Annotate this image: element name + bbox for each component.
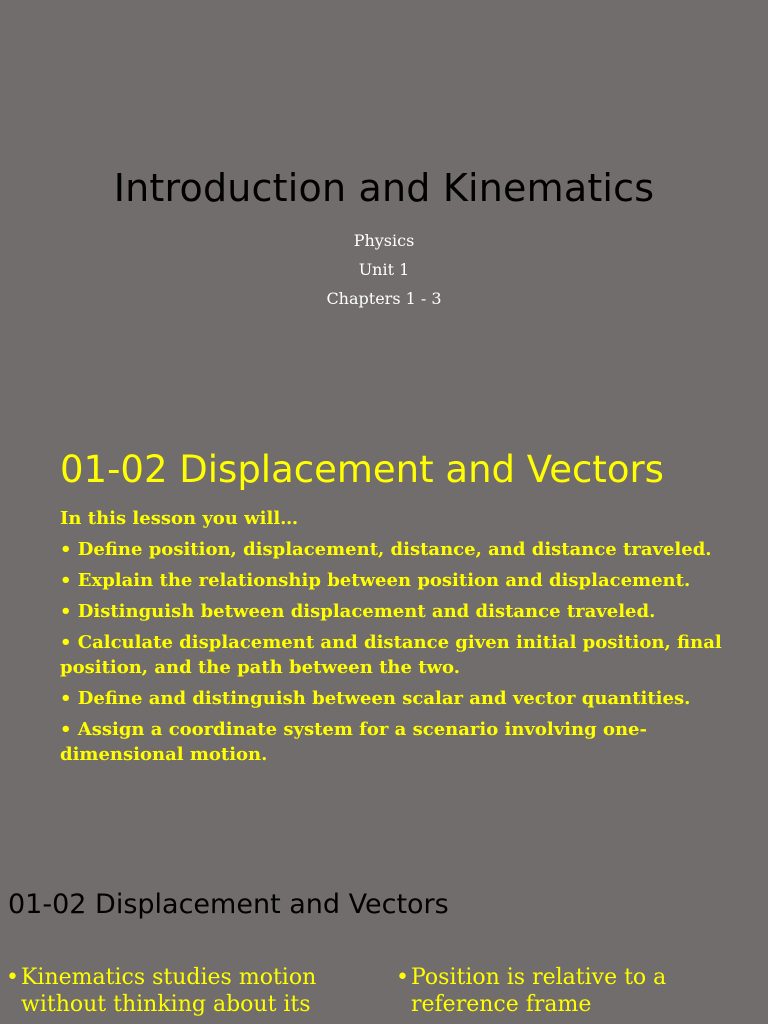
slide-2-objective: • Define position, displacement, distance, and distance traveled.	[60, 539, 712, 560]
slide-1-subtitle-line: Unit 1	[358, 260, 410, 279]
slide-2-intro: In this lesson you will…	[60, 508, 299, 529]
slide-3-left-column	[6, 964, 336, 1018]
slide-2-objectives-list	[60, 506, 740, 773]
slide-2-objective: • Distinguish between displacement and distance traveled.	[60, 601, 656, 622]
slide-2-title: 01-02 Displacement and Vectors	[60, 448, 664, 491]
bullet-glyph: •	[396, 965, 409, 990]
slide-2-objective: • Explain the relationship between position and displacement.	[60, 570, 691, 591]
slide-2-objective: • Define and distinguish between scalar and vector quantities.	[60, 688, 691, 709]
slide-1-subtitle-line: Chapters 1 - 3	[326, 289, 442, 308]
slide-3-title: 01-02 Displacement and Vectors	[8, 889, 449, 920]
slide-3-left-bullet: Kinematics studies motion without thinking about its	[21, 965, 317, 1017]
slide-2-objective: • Calculate displacement and distance given initial position, final position, and the path between the two.	[60, 632, 722, 678]
slide-3-right-bullet: Position is relative to a reference frame	[411, 965, 667, 1017]
slide-1-title: Introduction and Kinematics	[113, 166, 655, 210]
bullet-glyph: •	[6, 965, 19, 990]
slide-3-right-column	[396, 964, 726, 1018]
slide-1-subtitle-line: Physics	[353, 231, 415, 250]
slide-2-objective: • Assign a coordinate system for a scenario involving one-dimensional motion.	[60, 719, 647, 765]
